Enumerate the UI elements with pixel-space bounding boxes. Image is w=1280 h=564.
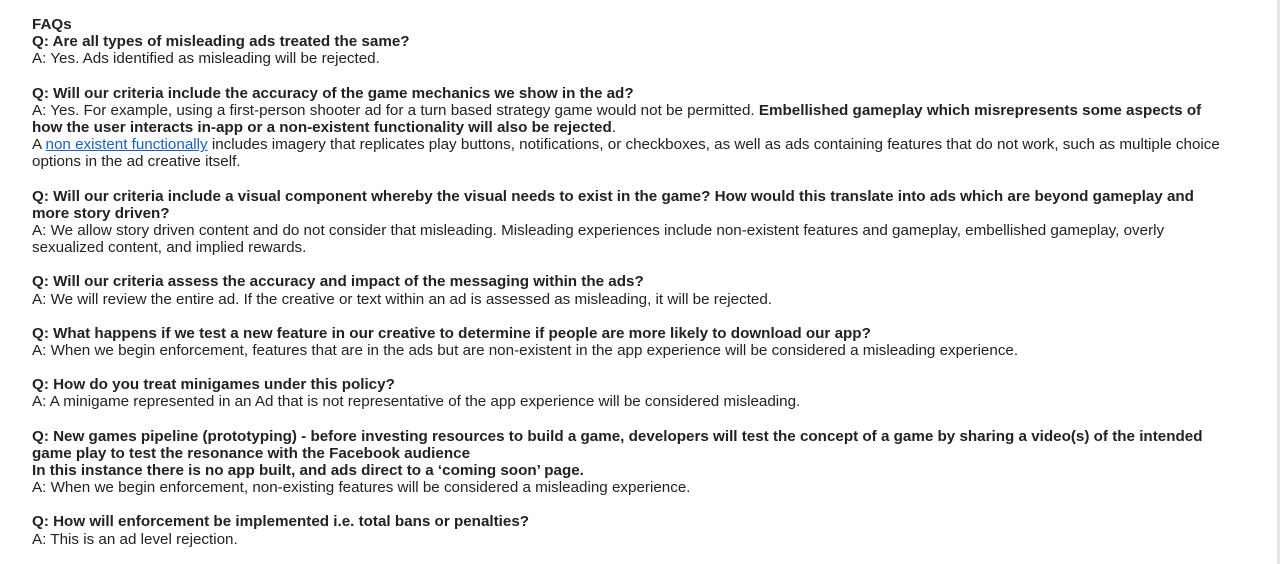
faq-item: [32, 428, 1222, 497]
faq-item: [32, 513, 1222, 547]
faq-answer-text: A: Yes. For example, using a first-person shooter ad for a turn based strategy game would not be permitted.: [32, 101, 759, 119]
faq-question: Q: New games pipeline (prototyping) - before investing resources to build a game, developers will test the concept of a game by sharing a video(s) of the intended game play to test the resonance with the Facebook audience: [32, 427, 1203, 462]
faq-question: Q: What happens if we test a new feature in our creative to determine if people are more likely to download our app?: [32, 324, 871, 342]
non-existent-functionality-link[interactable]: non existent functionally: [45, 136, 208, 154]
faq-answer: A: We will review the entire ad. If the creative or text within an ad is assessed as misleading, it will be rejected.: [32, 290, 773, 308]
faq-question: Q: Will our criteria include a visual component whereby the visual needs to exist in the game? How would this translate into ads which are beyond gameplay and more story driven?: [32, 187, 1194, 222]
faq-item: [32, 273, 1222, 307]
faq-answer: A: This is an ad level rejection.: [32, 530, 238, 548]
faq-item: [32, 376, 1222, 410]
faq-answer-continued: [32, 136, 1222, 170]
faq-answer-bold: Embellished gameplay which misrepresents some aspects of how the user interacts in-app or a non-existent functionality will also be rejected: [32, 101, 1202, 137]
faq-question-continued: In this instance there is no app built, and ads direct to a ‘coming soon’ page.: [32, 462, 584, 480]
faq-answer: A: A minigame represented in an Ad that is not representative of the app experience will be considered misleading.: [32, 393, 801, 411]
faq-item: [32, 188, 1222, 257]
faq-answer-end: .: [611, 119, 616, 137]
faq-question: Q: How do you treat minigames under this policy?: [32, 376, 395, 394]
faq-item: [32, 33, 1222, 67]
faq-question: Q: Will our criteria assess the accuracy and impact of the messaging within the ads?: [32, 273, 644, 291]
faq-item: [32, 325, 1222, 359]
faq-item: [32, 85, 1222, 171]
faq-answer-rest: includes imagery that replicates play buttons, notifications, or checkboxes, as well as ads containing features that do not work, such as multiple choice options in the ad creative itself.: [32, 136, 1220, 171]
faq-answer: A: When we begin enforcement, features that are in the ads but are non-existent in the app experience will be considered a misleading experience.: [32, 342, 1019, 360]
faq-answer-prefix: A: [32, 136, 46, 154]
faq-page: [32, 16, 1222, 564]
faq-answer: A: Yes. Ads identified as misleading will be rejected.: [32, 50, 380, 68]
faq-question: Q: Will our criteria include the accuracy of the game mechanics we show in the ad?: [32, 84, 634, 102]
faq-answer: [32, 102, 1222, 136]
faq-question: Q: How will enforcement be implemented i.e. total bans or penalties?: [32, 513, 530, 531]
faq-answer: A: We allow story driven content and do not consider that misleading. Misleading experiences include non-existent features and gameplay, embellished gameplay, overly sexualized content, and implied rewards.: [32, 222, 1165, 257]
faq-question: Q: Are all types of misleading ads treated the same?: [32, 33, 410, 51]
page-title: FAQs: [32, 16, 72, 33]
faq-answer: A: When we begin enforcement, non-existing features will be considered a misleading experience.: [32, 479, 691, 497]
